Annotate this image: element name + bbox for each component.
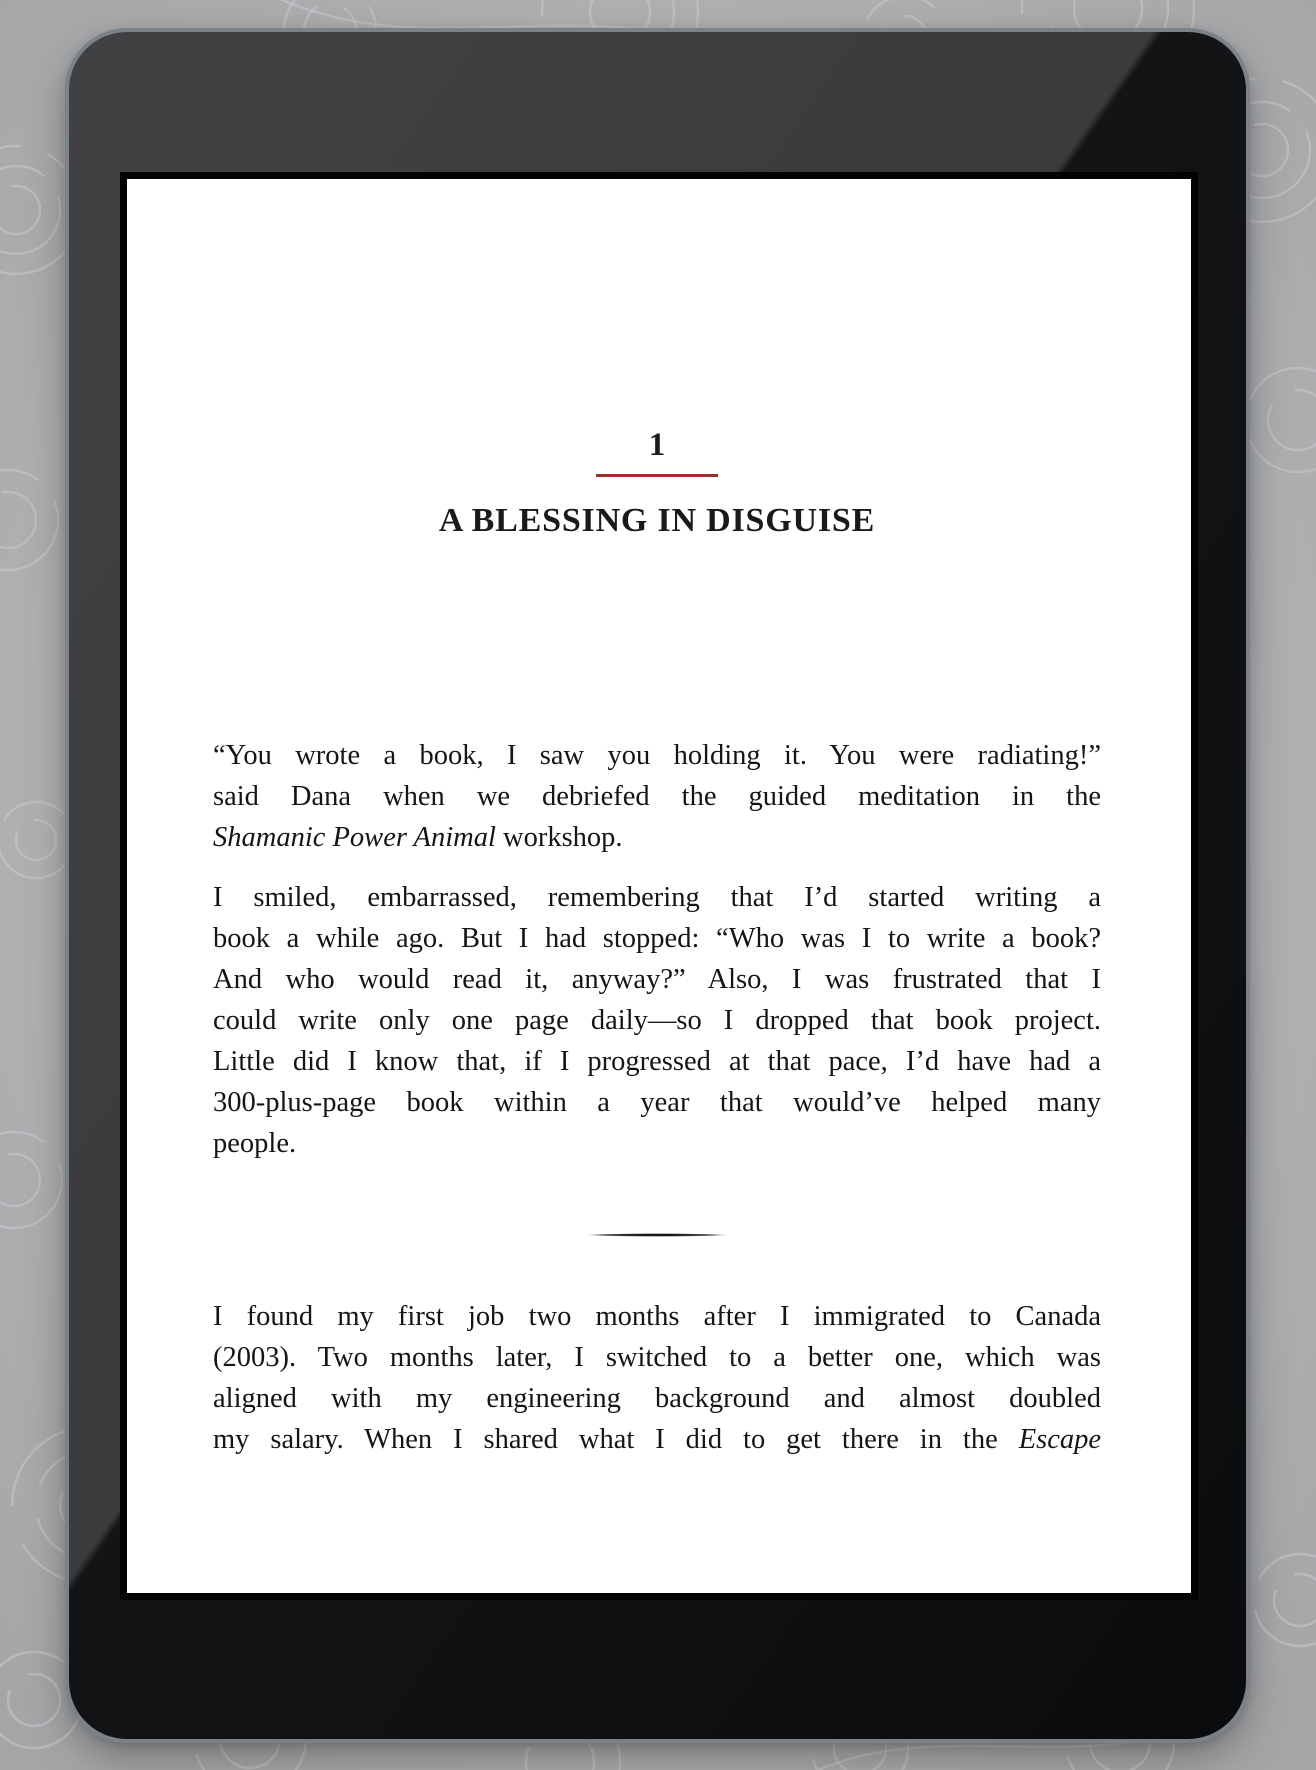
tablet-frame [69, 32, 1246, 1739]
section-divider [564, 1233, 750, 1237]
paragraph [213, 735, 1101, 858]
paragraph [213, 877, 1101, 1164]
text-line: could write only one page daily—so I dropped that book project. [213, 1005, 1101, 1036]
chapter-header [213, 179, 1101, 539]
text-line: I smiled, embarrassed, remembering that I’d started writing a [213, 882, 1101, 913]
text-line: 300-plus-page book within a year that would’ve helped many [213, 1087, 1101, 1118]
chapter-title: A BLESSING IN DISGUISE [438, 502, 876, 539]
text-line: book a while ago. But I had stopped: “Who was I to write a book? [213, 923, 1101, 954]
text-line: said Dana when we debriefed the guided meditation in the [213, 781, 1101, 812]
text-line: Little did I know that, if I progressed at that pace, I’d have had a [213, 1046, 1101, 1077]
text-line: I found my first job two months after I immigrated to Canada [213, 1301, 1101, 1332]
text-line: Shamanic Power Animal workshop. [213, 822, 623, 853]
text-line: aligned with my engineering background and almost doubled [213, 1383, 1101, 1414]
text-line: my salary. When I shared what I did to get there in the Escape [213, 1424, 1101, 1455]
chapter-number: 1 [648, 427, 666, 463]
text-line: “You wrote a book, I saw you holding it. You were radiating!” [213, 740, 1101, 771]
body-text [213, 735, 1101, 1460]
text-line: And who would read it, anyway?” Also, I was frustrated that I [213, 964, 1101, 995]
paragraph [213, 1296, 1101, 1460]
book-page[interactable] [127, 179, 1191, 1593]
chapter-rule [596, 474, 718, 477]
text-line: (2003). Two months later, I switched to a better one, which was [213, 1342, 1101, 1373]
text-line: people. [213, 1128, 297, 1159]
tablet-screen [120, 172, 1198, 1600]
